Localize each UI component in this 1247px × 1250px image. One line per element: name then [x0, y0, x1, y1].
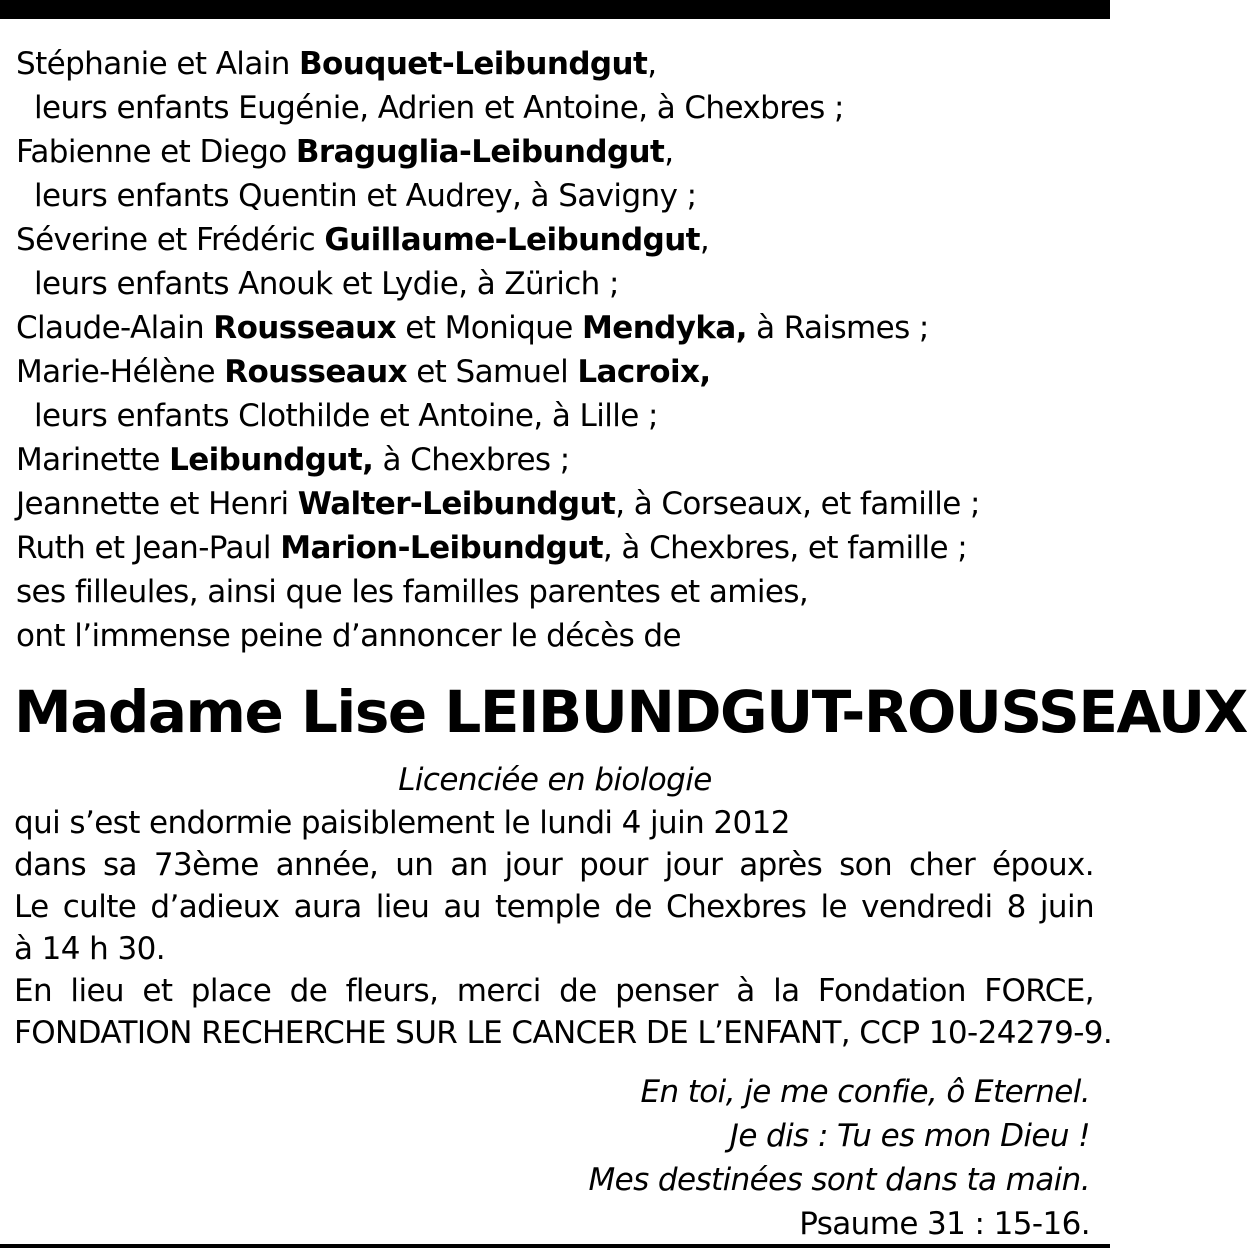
family-text: ses filleules, ainsi que les familles parentes et amies, — [16, 574, 809, 610]
family-line — [16, 218, 1096, 262]
announcement-body — [14, 802, 1113, 1054]
family-text: , — [647, 46, 657, 82]
family-surname: Leibundgut, — [169, 442, 374, 478]
body-line: En lieu et place de fleurs, merci de penser à la Fondation FORCE, — [14, 973, 1094, 1009]
family-text: Claude-Alain — [16, 310, 214, 346]
family-text: et Samuel — [406, 354, 578, 390]
family-text: Fabienne et Diego — [16, 134, 296, 170]
family-text: , à Corseaux, et famille ; — [615, 486, 980, 522]
family-line — [16, 262, 1096, 306]
family-line — [16, 350, 1096, 394]
family-line — [16, 174, 1096, 218]
family-text: leurs enfants Anouk et Lydie, à Zürich ; — [34, 266, 619, 302]
family-line — [16, 86, 1096, 130]
family-line — [16, 438, 1096, 482]
family-text: Marie-Hélène — [16, 354, 225, 390]
psalm-line: En toi, je me confie, ô Eternel. — [640, 1074, 1090, 1110]
psalm-line: Je dis : Tu es mon Dieu ! — [729, 1118, 1090, 1154]
family-surname: Rousseaux — [224, 354, 407, 390]
family-text: , — [664, 134, 674, 170]
family-line — [16, 482, 1096, 526]
family-text: leurs enfants Clothilde et Antoine, à Lille ; — [34, 398, 658, 434]
family-text: Stéphanie et Alain — [16, 46, 300, 82]
family-text: leurs enfants Eugénie, Adrien et Antoine, à Chexbres ; — [34, 90, 844, 126]
family-surname: Walter-Leibundgut — [297, 486, 616, 522]
family-line — [16, 130, 1096, 174]
family-surname: Rousseaux — [213, 310, 397, 346]
family-surname: Marion-Leibundgut — [280, 530, 603, 566]
bottom-rule — [0, 1244, 1110, 1248]
family-line — [16, 42, 1096, 86]
family-surname: Braguglia-Leibundgut — [295, 134, 665, 170]
family-text: à Chexbres ; — [373, 442, 570, 478]
deceased-name: Madame Lise LEIBUNDGUT-ROUSSEAUX — [14, 678, 1247, 746]
body-line: Le culte d’adieux aura lieu au temple de Chexbres le vendredi 8 juin — [14, 889, 1094, 925]
family-text: Marinette — [16, 442, 170, 478]
family-text: ont l’immense peine d’annoncer le décès de — [16, 618, 681, 654]
family-text: à Raismes ; — [746, 310, 929, 346]
family-surname: Bouquet-Leibundgut — [299, 46, 648, 82]
family-surname: Guillaume-Leibundgut — [324, 222, 700, 258]
family-text: Jeannette et Henri — [16, 486, 298, 522]
psalm-line: Mes destinées sont dans ta main. — [588, 1162, 1090, 1198]
family-text: , — [699, 222, 710, 258]
top-rule — [0, 0, 1110, 19]
family-text: Ruth et Jean-Paul — [16, 530, 281, 566]
family-surname: Lacroix, — [577, 354, 711, 390]
psalm-reference: Psaume 31 : 15-16. — [799, 1206, 1090, 1242]
family-text: leurs enfants Quentin et Audrey, à Savigny ; — [34, 178, 697, 214]
body-line: FONDATION RECHERCHE SUR LE CANCER DE L’ENFANT, CCP 10-24279-9. — [14, 1015, 1113, 1051]
deceased-degree: Licenciée en biologie — [398, 762, 712, 798]
psalm-quote — [390, 1070, 1090, 1246]
family-line — [16, 306, 1096, 350]
family-line — [16, 570, 1096, 614]
body-line: à 14 h 30. — [14, 931, 165, 967]
family-line — [16, 614, 1096, 658]
family-surname: Mendyka, — [582, 310, 747, 346]
family-text: et Monique — [396, 310, 583, 346]
family-text: , à Chexbres, et famille ; — [602, 530, 968, 566]
family-list — [16, 42, 1096, 658]
body-line: qui s’est endormie paisiblement le lundi 4 juin 2012 — [14, 805, 790, 841]
family-line — [16, 526, 1096, 570]
family-line — [16, 394, 1096, 438]
family-text: Séverine et Frédéric — [16, 222, 325, 258]
body-line: dans sa 73ème année, un an jour pour jour après son cher époux. — [14, 847, 1094, 883]
